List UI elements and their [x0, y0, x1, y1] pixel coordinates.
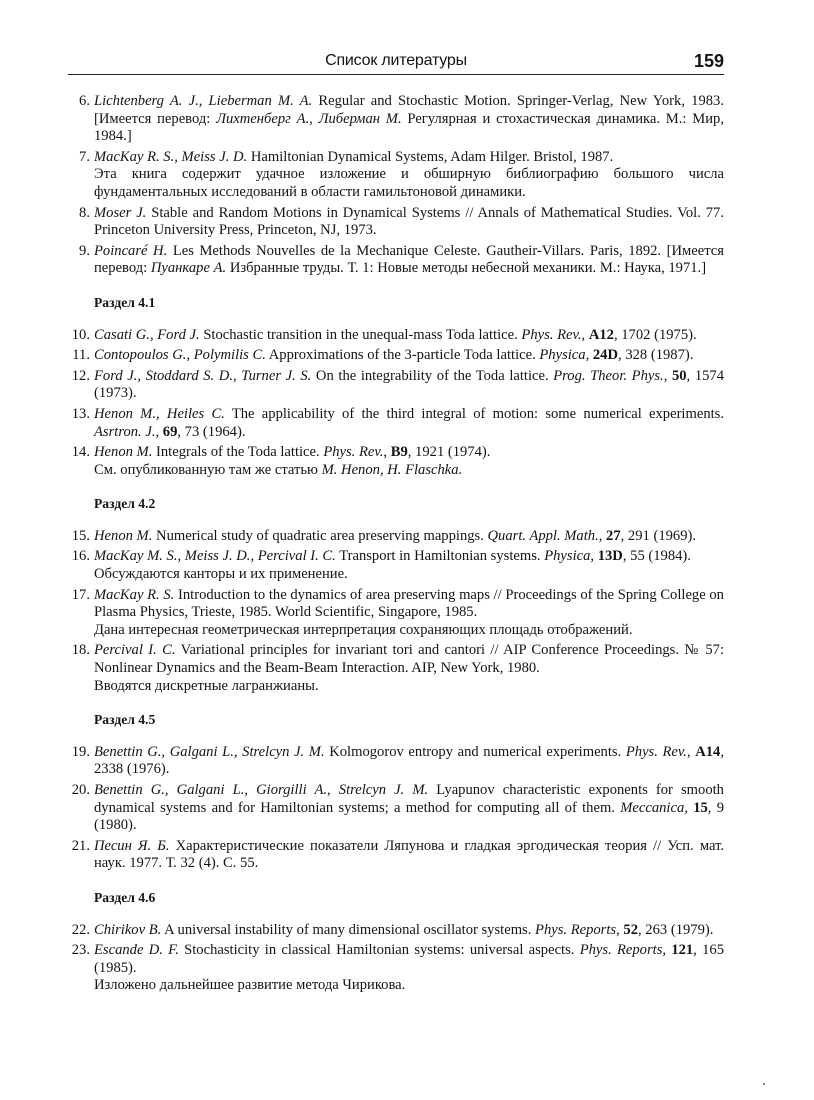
reference-authors: Henon M. [94, 527, 153, 544]
reference-item [62, 587, 724, 640]
reference-number: 19. [71, 743, 90, 760]
reference-item [62, 922, 724, 940]
reference-number: 9. [79, 242, 90, 259]
reference-annotation [94, 166, 724, 201]
reference-item [62, 368, 724, 403]
reference-authors: Poincaré H. [94, 242, 168, 259]
reference-text: Stochasticity in classical Hamiltonian systems: universal aspects. [178, 942, 580, 959]
reference-number: 22. [71, 921, 90, 938]
reference-text: Lyapunov characteristic exponents for smooth dynamical systems and for Hamiltonian systems; a method for computing all of them. [94, 782, 724, 816]
reference-number: 13. [71, 405, 90, 422]
reference-number: 11. [72, 347, 90, 364]
volume-number: 52 [623, 921, 638, 938]
reference-item [62, 744, 724, 779]
section-heading: Раздел 4.6 [94, 889, 156, 905]
volume-number: 15 [693, 799, 708, 816]
journal-name: Phys. Rev. [625, 743, 687, 760]
reference-item [62, 444, 724, 479]
reference-annotation [94, 462, 724, 480]
reference-authors: MacKay R. S., Meiss J. D. [94, 148, 248, 165]
volume-number: 27 [606, 527, 621, 544]
reference-item [62, 347, 724, 365]
reference-number: 17. [71, 586, 90, 603]
reference-text: Regular and Stochastic Motion. Springer-Verlag, New York, 1983. [Имеется перевод: [94, 93, 724, 127]
volume-number: A12 [588, 326, 614, 343]
reference-authors: Пуанкаре А. [150, 260, 227, 277]
reference-number: 10. [71, 326, 90, 343]
reference-number: 6. [79, 93, 90, 109]
page-number: 159 [693, 51, 724, 71]
reference-list [62, 93, 724, 998]
reference-number: 7. [79, 148, 90, 165]
reference-authors: Benettin G., Galgani L., Giorgilli A., Strelcyn J. M. [94, 782, 429, 798]
annotation-authors: M. Henon, H. Flaschka. [317, 461, 463, 478]
reference-text: , 9 (1980). [94, 799, 725, 834]
reference-text: Approximations of the 3-particle Toda lattice. [265, 347, 540, 364]
journal-name: Quart. Appl. Math. [487, 527, 599, 544]
reference-item [62, 243, 724, 278]
reference-text: Stochastic transition in the unequal-mass Toda lattice. [199, 326, 522, 343]
reference-number: 16. [71, 548, 90, 565]
reference-authors: Percival I. C. [94, 642, 176, 659]
volume-number: B9 [390, 444, 408, 461]
journal-name: Phys. Rev. [323, 444, 384, 461]
reference-text: Регулярная и стохастическая динамика. М.: Мир, 1984.] [94, 110, 724, 145]
reference-authors: Contopoulos G., Polymilis C. [94, 347, 266, 364]
reference-text: , 1574 (1973). [94, 367, 724, 402]
reference-authors: Casati G., Ford J. [94, 326, 200, 343]
annotation-text: Эта книга содержит удачное изложение и обширную библиографию большого числа фундаментальных исследований в области гамильтоновой динамики. [94, 166, 724, 200]
reference-annotation [94, 678, 724, 696]
journal-name: Asrtron. J. [94, 423, 156, 440]
reference-text: Transport in Hamiltonian systems. [335, 548, 545, 565]
reference-authors: Лихтенберг А., Либерман М. [216, 110, 402, 127]
journal-name: Phys. Rev. [521, 326, 582, 343]
reference-text: , 55 (1984). [622, 548, 691, 565]
reference-text: , [585, 347, 593, 364]
reference-text: , [383, 444, 391, 461]
reference-item [62, 327, 724, 345]
reference-text: , [155, 423, 163, 440]
reference-authors: Benettin G., Galgani L., Strelcyn J. M. [94, 743, 325, 760]
reference-text: , [616, 921, 624, 938]
reference-number: 12. [71, 367, 90, 384]
reference-number: 8. [79, 204, 90, 221]
reference-item [62, 205, 724, 240]
reference-number: 23. [71, 942, 90, 959]
reference-authors: Escande D. F. [94, 942, 179, 959]
volume-number: 69 [162, 423, 178, 440]
header-rule [68, 74, 724, 75]
running-title: Список литературы [325, 52, 467, 69]
reference-number: 20. [71, 782, 90, 798]
reference-text: , 1702 (1975). [613, 326, 697, 343]
reference-item [62, 942, 724, 995]
page-header [68, 52, 724, 74]
reference-text: Kolmogorov entropy and numerical experiments. [324, 743, 626, 760]
reference-text: , 1921 (1974). [407, 444, 491, 461]
reference-text: , [686, 743, 696, 760]
reference-number: 18. [71, 642, 90, 659]
reference-text: , 73 (1964). [177, 423, 246, 440]
section-heading: Раздел 4.1 [94, 294, 156, 310]
reference-text: , 328 (1987). [618, 347, 694, 364]
reference-authors: Chirikov B. [94, 921, 162, 938]
reference-item [62, 93, 724, 146]
reference-text: Numerical study of quadratic area preserving mappings. [152, 527, 488, 544]
reference-text: On the integrability of the Toda lattice. [311, 367, 554, 384]
reference-authors: Henon M., Heiles C. [94, 405, 225, 422]
reference-text: , [684, 799, 694, 816]
reference-item [62, 642, 724, 695]
reference-text: Характеристические показатели Ляпунова и гладкая эргодическая теория // Усп. мат. наук. 1977. Т. 32 (4). С. 55. [94, 837, 724, 872]
reference-item [62, 838, 724, 873]
annotation-text: Дана интересная геометрическая интерпретация сохраняющих площадь отображений. [94, 621, 633, 638]
reference-item [62, 406, 724, 441]
reference-text: , 263 (1979). [638, 921, 714, 938]
scan-speck [763, 1083, 765, 1085]
journal-name: Physica [539, 347, 586, 364]
annotation-text: Обсуждаются канторы и их применение. [94, 566, 348, 583]
annotation-text: Изложено дальнейшее развитие метода Чирикова. [94, 977, 406, 994]
reference-item [62, 548, 724, 583]
reference-text: Variational principles for invariant tori and cantori // AIP Conference Proceedings. № 57: Nonlinear Dynamics and the Beam-Beam Interaction. AIP, New York, 1980. [94, 642, 725, 677]
reference-annotation [94, 977, 724, 995]
journal-name: Physica [544, 548, 591, 565]
reference-text: Stable and Random Motions in Dynamical Systems // Annals of Mathematical Studies. Vol. 77. Princeton University Press, Princeton, NJ, 1973. [94, 204, 724, 239]
reference-text: , [662, 942, 672, 959]
reference-text: Les Methods Nouvelles de la Mechanique Celeste. Gautheir-Villars. Paris, 1892. [Имеется перевод: [94, 242, 724, 277]
reference-text: , [663, 367, 672, 384]
reference-text: Избранные труды. Т. 1: Новые методы небесной механики. М.: Наука, 1971.] [226, 260, 707, 277]
reference-text: A universal instability of many dimensional oscillator systems. [161, 921, 536, 938]
reference-text: , [590, 548, 598, 565]
reference-number: 14. [71, 444, 90, 461]
reference-item [62, 782, 724, 835]
reference-annotation [94, 566, 724, 584]
reference-authors: Ford J., Stoddard S. D., Turner J. S. [94, 367, 312, 384]
reference-text: , 291 (1969). [620, 527, 697, 544]
reference-text: , 2338 (1976). [94, 743, 724, 778]
reference-authors: MacKay R. S. [94, 586, 175, 603]
reference-authors: Песин Я. Б. [94, 837, 170, 854]
journal-name: Phys. Reports [535, 921, 617, 938]
volume-number: 50 [671, 367, 687, 384]
reference-number: 21. [71, 837, 90, 854]
volume-number: 13D [597, 548, 623, 565]
reference-text: Introduction to the dynamics of area preserving maps // Proceedings of the Spring College on Plasma Physics, Trieste, 1985. World Scientific, Singapore, 1985. [94, 586, 724, 621]
reference-text: The applicability of the third integral of motion: some numerical experiments. [224, 405, 724, 422]
reference-authors: Lichtenberg A. J., Lieberman M. A. [94, 93, 313, 109]
reference-authors: Moser J. [94, 204, 147, 221]
reference-number: 15. [71, 527, 90, 544]
reference-text: , 165 (1985). [94, 942, 725, 976]
journal-name: Meccanica [620, 799, 685, 816]
reference-text: Integrals of the Toda lattice. [152, 444, 324, 461]
journal-name: Prog. Theor. Phys. [553, 367, 664, 384]
annotation-text: См. опубликованную там же статью [94, 461, 318, 478]
reference-text: , [598, 527, 607, 544]
reference-text: Hamiltonian Dynamical Systems, Adam Hilger. Bristol, 1987. [247, 148, 614, 165]
section-heading: Раздел 4.2 [94, 496, 156, 512]
annotation-text: Вводятся дискретные лагранжианы. [94, 677, 319, 694]
volume-number: 121 [671, 942, 694, 959]
section-heading: Раздел 4.5 [94, 712, 156, 728]
reference-authors: Henon M. [94, 444, 153, 461]
journal-name: Phys. Reports [579, 942, 663, 959]
reference-item [62, 528, 724, 546]
reference-annotation [94, 622, 724, 640]
volume-number: A14 [695, 743, 721, 760]
reference-authors: MacKay M. S., Meiss J. D., Percival I. C. [94, 548, 336, 565]
reference-item [62, 149, 724, 202]
volume-number: 24D [592, 347, 619, 364]
reference-text: , [581, 326, 589, 343]
